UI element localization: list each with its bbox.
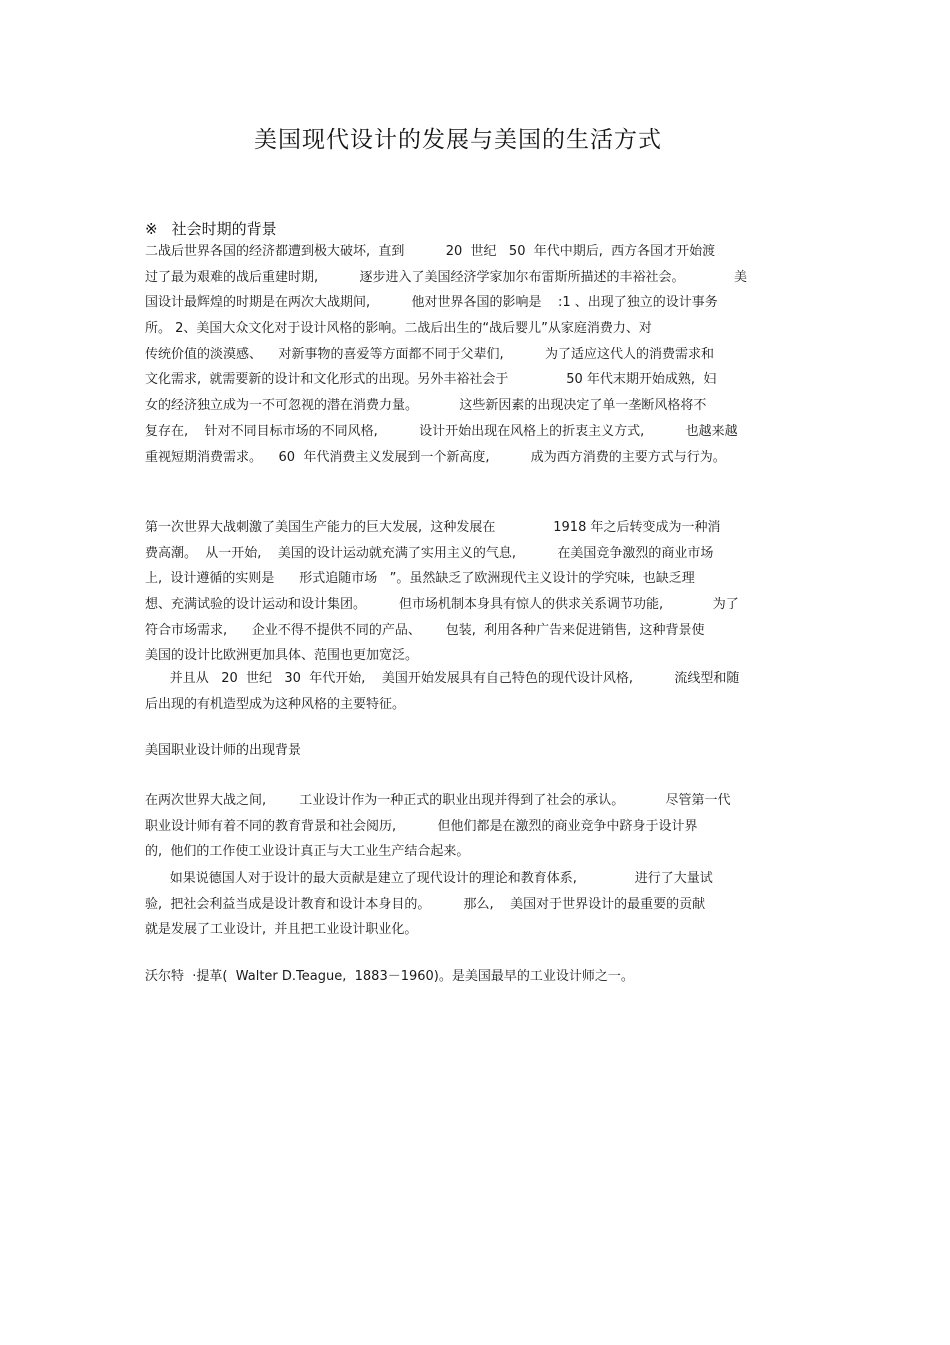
text-line: 复存在, 针对不同目标市场的不同风格, 设计开始出现在风格上的折衷主义方式, 也越来越 — [145, 423, 738, 439]
text-line: 上, 设计遵循的实则是 形式追随市场 ”。虽然缺乏了欧洲现代主义设计的学究味, 也缺乏理 — [145, 571, 695, 587]
text-line: 后出现的有机造型成为这种风格的主要特征。 — [145, 696, 406, 712]
text-line: 符合市场需求, 企业不得不提供不同的产品、 包装, 利用各种广告来促进销售, 这种背景使 — [145, 622, 705, 638]
text-line: 验, 把社会利益当成是设计教育和设计本身目的。 那么, 美国对于世界设计的最重要的贡献 — [145, 896, 706, 912]
text-line: 所。 2、美国大众文化对于设计风格的影响。二战后出生的“战后婴儿”从家庭消费力、对 — [145, 321, 652, 337]
text-line: 重视短期消费需求。 60 年代消费主义发展到一个新高度, 成为西方消费的主要方式与行为。 — [145, 449, 726, 465]
paragraph-industrial-design-profession — [145, 788, 810, 865]
document-title: 美国现代设计的发展与美国的生活方式 — [254, 127, 662, 153]
text-line: 二战后世界各国的经济都遭到极大破坏, 直到 20 世纪 50 年代中期后, 西方各国才开始渡 — [145, 244, 716, 259]
text-line: 就是发展了工业设计, 并且把工业设计职业化。 — [145, 922, 418, 938]
text-line: 过了最为艰难的战后重建时期, 逐步进入了美国经济学家加尔布雷斯所描述的丰裕社会。 美 — [145, 269, 748, 285]
text-line: 费高潮。 从一开始, 美国的设计运动就充满了实用主义的气息, 在美国竞争激烈的商业市场 — [145, 545, 714, 561]
text-line: 女的经济独立成为一不可忽视的潜在消费力量。 这些新因素的出现决定了单一垄断风格将不 — [145, 398, 707, 414]
section-heading-text: 社会时期的背景 — [171, 220, 277, 238]
text-line: 如果说德国人对于设计的最大贡献是建立了现代设计的理论和教育体系, 进行了大量试 — [145, 871, 713, 886]
text-line: 美国的设计比欧洲更加具体、范围也更加宽泛。 — [145, 648, 419, 664]
text-line: 国设计最辉煌的时期是在两次大战期间, 他对世界各国的影响是 :1 、出现了独立的设计事务 — [145, 295, 718, 311]
text-line: 沃尔特 ·提革( Walter D.Teague, 1883－1960)。是美国最早的工业设计师之一。 — [145, 969, 634, 984]
paragraph-postwar-background — [145, 239, 810, 470]
section-heading-designer-background: 美国职业设计师的出现背景 — [145, 743, 302, 758]
text-line: 文化需求, 就需要新的设计和文化形式的出现。另外丰裕社会于 50 年代末期开始成熟, 妇 — [145, 372, 717, 388]
reference-mark-icon: ※ — [145, 220, 158, 238]
section-heading-social-background — [145, 218, 277, 240]
text-line: 职业设计师有着不同的教育背景和社会阅历, 但他们都是在激烈的商业竞争中跻身于设计界 — [145, 818, 698, 834]
text-line: 在两次世界大战之间, 工业设计作为一种正式的职业出现并得到了社会的承认。 尽管第一代 — [145, 793, 731, 808]
text-line: 第一次世界大战刺激了美国生产能力的巨大发展, 这种发展在 1918 年之后转变成为一种消 — [145, 520, 721, 535]
text-line: 并且从 20 世纪 30 年代开始, 美国开始发展具有自己特色的现代设计风格, 流线型和随 — [145, 671, 740, 686]
text-line: 想、充满试验的设计运动和设计集团。 但市场机制本身具有惊人的供求关系调节功能, 为了 — [145, 597, 739, 613]
text-line: 的, 他们的工作使工业设计真正与大工业生产结合起来。 — [145, 844, 470, 860]
paragraph-german-vs-american — [145, 866, 810, 943]
paragraph-streamline-style — [145, 666, 810, 717]
paragraph-wwi-production — [145, 515, 810, 669]
paragraph-walter-teague — [145, 964, 810, 990]
text-line: 传统价值的淡漠感、 对新事物的喜爱等方面都不同于父辈们, 为了适应这代人的消费需求和 — [145, 346, 714, 362]
